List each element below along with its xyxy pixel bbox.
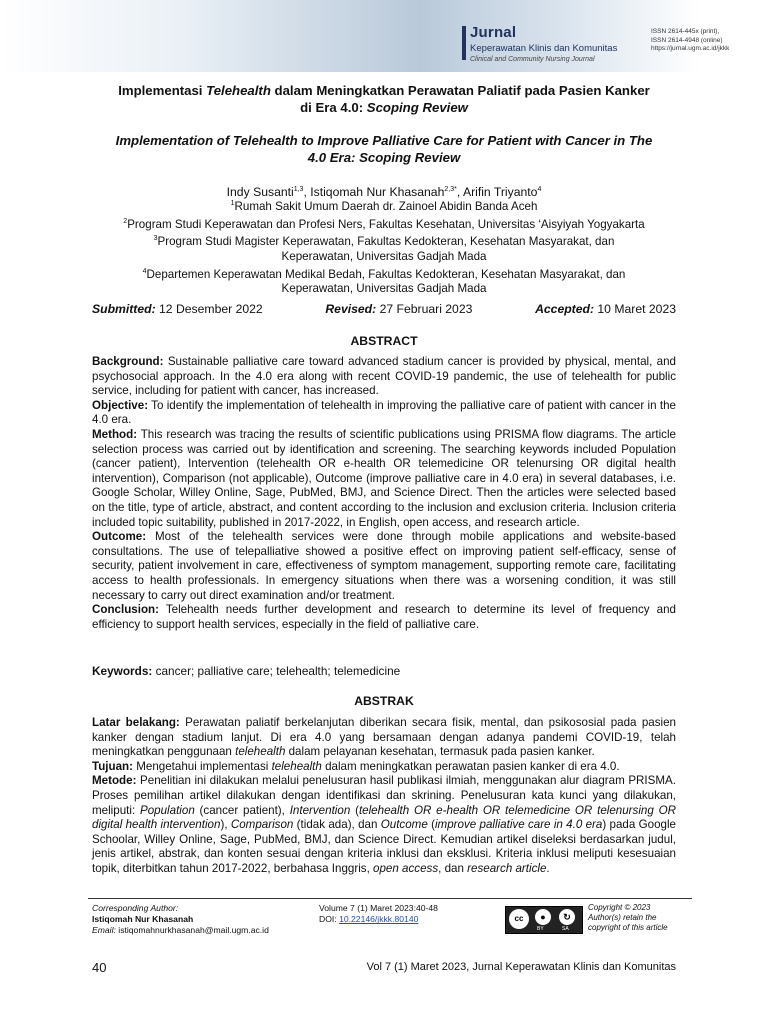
copyright-line: Copyright © 2023 bbox=[588, 903, 651, 912]
objective-label: Objective: bbox=[92, 398, 149, 412]
abstract-heading: ABSTRACT bbox=[350, 334, 418, 348]
abstract-objective bbox=[92, 399, 676, 428]
author-name: , Arifin Triyanto bbox=[456, 185, 538, 200]
title-indonesian bbox=[92, 82, 676, 116]
affil-text: Departemen Keperawatan Medikal Bedah, Fakultas Kedokteran, Kesehatan Masyarakat, dan bbox=[146, 267, 626, 281]
latar-belakang-label: Latar belakang: bbox=[92, 716, 180, 729]
abstract-english bbox=[92, 355, 676, 632]
doi-link[interactable]: 10.22146/jkkk.80140 bbox=[339, 914, 419, 925]
metode-text: ), bbox=[220, 818, 231, 832]
title-english bbox=[92, 132, 676, 166]
attribution-icon: ● bbox=[535, 909, 551, 925]
keywords bbox=[92, 664, 400, 678]
conclusion-label: Conclusion: bbox=[92, 603, 159, 617]
outcome-label: Outcome: bbox=[92, 530, 147, 544]
submitted-date bbox=[92, 302, 263, 316]
title-id-italic: Scoping Review bbox=[366, 100, 468, 115]
tujuan-italic: telehealth bbox=[271, 759, 322, 773]
metode-italic: improve palliative care in 4.0 era bbox=[434, 818, 603, 832]
tujuan-text: Mengetahui implementasi bbox=[133, 759, 272, 773]
metode-italic: Comparison bbox=[230, 818, 294, 832]
metode-text: , dan bbox=[438, 861, 468, 875]
corresponding-author-block bbox=[92, 903, 269, 937]
background-label: Background: bbox=[92, 355, 164, 368]
title-en-line: 4.0 Era: Scoping Review bbox=[307, 150, 461, 165]
abstrak-latar-belakang bbox=[92, 716, 676, 760]
revised-date bbox=[325, 302, 472, 316]
metode-italic: Intervention bbox=[289, 803, 351, 817]
affil-text: Keperawatan, Universitas Gadjah Mada bbox=[281, 282, 487, 296]
outcome-text: Most of the telehealth services were done through mobile applications and website-based consultations. The use of telepalliative showed a positive effect on improving patient self-efficacy, sense of security, patient involvement in care, effectiveness of symptom management, supporting remote care, facilitating access to health professionals. In emergency situations when there was a worsening condition, it was still necessary to carry out direct examination and/or treatment. bbox=[92, 530, 676, 602]
affiliation-4 bbox=[92, 265, 676, 283]
revised-value: 27 Februari 2023 bbox=[376, 302, 473, 316]
title-id-text: dalam Meningkatkan Perawatan Paliatif pada Pasien Kanker bbox=[270, 83, 650, 98]
metode-text: ( bbox=[350, 803, 359, 817]
running-footer: Vol 7 (1) Maret 2023, Jurnal Keperawatan Klinis dan Komunitas bbox=[366, 961, 676, 973]
abstract-conclusion bbox=[92, 603, 676, 632]
abstrak-metode bbox=[92, 774, 676, 876]
abstract-method bbox=[92, 428, 676, 530]
page-number: 40 bbox=[92, 960, 107, 975]
affiliation-1 bbox=[92, 197, 676, 215]
metode-text: . bbox=[546, 861, 550, 875]
accepted-label: Accepted: bbox=[535, 302, 595, 316]
author-name: Indy Susanti bbox=[226, 185, 294, 200]
share-alike-icon: ↻ bbox=[559, 909, 575, 925]
accepted-value: 10 Maret 2023 bbox=[594, 302, 676, 316]
affil-text: Keperawatan, Universitas Gadjah Mada bbox=[281, 249, 487, 263]
metode-italic: Population bbox=[139, 803, 195, 817]
latar-belakang-text: Perawatan paliatif berkelanjutan diberikan secara fisik, mental, dan psikososial pada pasien kanker dengan stadium lanjut. Di era 4.0 yang bersamaan dengan adanya pandemi COVID-19, telah meningkatkan penggunaan bbox=[92, 716, 676, 759]
issn-print: ISSN 2614-445x (print), bbox=[651, 28, 720, 35]
accepted-date bbox=[535, 302, 676, 316]
background-text: Sustainable palliative care toward advanced stadium cancer is provided by physical, mental, and psychosocial approach. In the 4.0 era along with recent COVID-19 pandemic, the use of telehealth for public service, including for patient with cancer, has increased. bbox=[92, 355, 676, 398]
author-affil-sup: 2,3* bbox=[444, 186, 457, 193]
latar-belakang-text: dalam pelayanan kesehatan, termasuk pada pasien kanker. bbox=[285, 745, 595, 759]
sa-label: SA bbox=[562, 926, 569, 932]
revised-label: Revised: bbox=[325, 302, 377, 316]
latar-belakang-italic: telehealth bbox=[235, 745, 286, 759]
title-id-italic: Telehealth bbox=[206, 83, 271, 98]
copyright-line: copyright of this article bbox=[588, 923, 668, 933]
volume-info: Volume 7 (1) Maret 2023:40-48 bbox=[319, 903, 438, 913]
email-label: Email: bbox=[92, 925, 116, 936]
doi-label: DOI: bbox=[319, 914, 340, 925]
footer-divider bbox=[88, 898, 692, 899]
copyright-notice bbox=[588, 903, 688, 934]
metode-text: ( bbox=[427, 818, 435, 832]
affil-sup: 3 bbox=[153, 235, 158, 243]
tujuan-text: dalam meningkatkan perawatan pasien kanker di era 4.0. bbox=[321, 759, 620, 773]
affil-sup: 1 bbox=[230, 200, 235, 207]
author-affil-sup: 4 bbox=[537, 186, 542, 193]
volume-block bbox=[319, 903, 438, 926]
journal-name: Jurnal bbox=[470, 24, 517, 41]
journal-subtitle: Keperawatan Klinis dan Komunitas bbox=[470, 43, 618, 54]
abstrak-heading: ABSTRAK bbox=[354, 694, 414, 708]
metode-text: ) pada Google Schoolar, Willey Online, Sage, PubMed, BMJ, dan Science Direct. Kemudian artikel diseleksi berdasarkan judul, jenis artikel, abstrak, dan konten sesuai dengan kriteria inklusi dan eksklusi. Kriteria inklusi meliputi kesesuaian topik, diterbitkan tahun 2017-2022, berbahasa Inggris, bbox=[92, 818, 677, 875]
affiliation-3 bbox=[92, 232, 676, 250]
title-id-text: di Era 4.0: bbox=[300, 100, 367, 115]
cc-icon: cc bbox=[509, 909, 529, 929]
title-id-text: Implementasi bbox=[118, 83, 207, 98]
metode-text: (tidak ada), dan bbox=[293, 818, 381, 832]
abstract-background bbox=[92, 355, 676, 399]
journal-url[interactable]: https://jurnal.ugm.ac.id/jkkk bbox=[651, 45, 730, 52]
submitted-label: Submitted: bbox=[92, 302, 156, 316]
abstract-outcome bbox=[92, 530, 676, 603]
abstrak-tujuan bbox=[92, 760, 676, 775]
metode-text: (cancer patient), bbox=[194, 803, 290, 817]
submitted-value: 12 Desember 2022 bbox=[155, 302, 263, 316]
affil-sup: 2 bbox=[123, 217, 128, 225]
journal-masthead bbox=[0, 0, 768, 72]
abstract-indonesian bbox=[92, 716, 676, 877]
keywords-label: Keywords: bbox=[92, 664, 153, 678]
metode-italic: telehealth OR e-health OR telemedicine OR telenursing OR digital health intervention bbox=[92, 803, 676, 832]
cc-by-sa-license-badge[interactable] bbox=[505, 906, 583, 934]
metode-italic: Outcome bbox=[380, 818, 428, 832]
metode-label: Metode: bbox=[92, 774, 137, 788]
corresponding-name: Istiqomah Nur Khasanah bbox=[92, 914, 194, 925]
affil-text: Program Studi Magister Keperawatan, Fakultas Kedokteran, Kesehatan Masyarakat, dan bbox=[157, 235, 615, 249]
article-dates bbox=[92, 302, 676, 316]
affil-sup: 4 bbox=[142, 267, 147, 275]
metode-italic: open access bbox=[373, 861, 439, 875]
issn-online: ISSN 2614-4948 (online) bbox=[651, 36, 723, 44]
by-label: BY bbox=[537, 926, 544, 932]
tujuan-label: Tujuan: bbox=[92, 759, 133, 773]
affil-text: Rumah Sakit Umum Daerah dr. Zainoel Abidin Banda Aceh bbox=[234, 199, 538, 213]
affil-text: Program Studi Keperawatan dan Profesi Ners, Fakultas Kesehatan, Universitas ‘Aisyiyah Yogyakarta bbox=[127, 217, 645, 231]
metode-italic: research article bbox=[467, 861, 547, 875]
copyright-line: Author(s) retain the bbox=[588, 913, 657, 923]
journal-logo-icon bbox=[462, 26, 466, 60]
corresponding-label: Corresponding Author: bbox=[92, 903, 179, 913]
email-address[interactable]: istiqomahnurkhasanah@mail.ugm.ac.id bbox=[115, 925, 269, 936]
affiliation-2 bbox=[92, 215, 676, 233]
method-label: Method: bbox=[92, 427, 138, 441]
journal-tagline: Clinical and Community Nursing Journal bbox=[470, 56, 595, 63]
conclusion-text: Telehealth needs further development and research to determine its level of frequency and efficiency to support health services, especially in the field of palliative care. bbox=[92, 603, 676, 631]
objective-text: To identify the implementation of telehealth in improving the palliative care of patient with cancer in the 4.0 era. bbox=[92, 398, 676, 427]
metode-text: Penelitian ini dilakukan melalui penelusuran hasil publikasi ilmiah, menggunakan alur diagram PRISMA. Proses pemilihan artikel dilakukan dengan identifikasi dan skrining. Penelusuran kata kunci yang dilakukan, meliputi: bbox=[92, 774, 676, 817]
issn-block bbox=[651, 28, 729, 54]
title-en-line: Implementation of Telehealth to Improve Palliative Care for Patient with Cancer in The bbox=[115, 133, 653, 148]
keywords-text: cancer; palliative care; telehealth; telemedicine bbox=[152, 664, 401, 678]
author-affil-sup: 1,3 bbox=[293, 186, 304, 193]
affiliation-list bbox=[92, 197, 676, 297]
method-text: This research was tracing the results of scientific publications using PRISMA flow diagrams. The article selection process was carried out by identification and screening. The searching keywords included Population (cancer patient), Intervention (telehealth OR e-health OR telemedicine OR telenursing OR digital health intervention), Comparison (not applicable), Outcome (improve palliative care in 4.0 era) in several databases, i.e. Google Scholar, Willey Online, Sage, PubMed, BMJ, and Science Direct. Then the articles were selected based on the title, type of article, abstract, and content according to the inclusion and exclusion criteria. Inclusion criteria included topic suitability, published in 2017-2022, in English, open access, and research article. bbox=[92, 427, 676, 529]
author-name: , Istiqomah Nur Khasanah bbox=[303, 185, 445, 200]
